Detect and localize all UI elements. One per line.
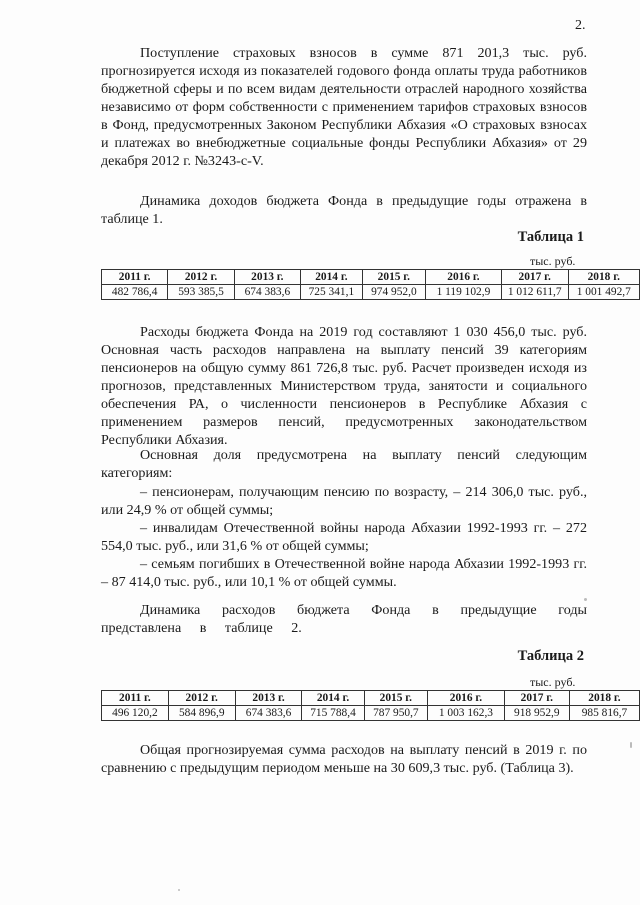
table-header-cell: 2018 г. [569,691,639,706]
paragraph-category-war-invalids: – инвалидам Отечественной войны народа Абхазии 1992-1993 гг. – 272 554,0 тыс. руб., или 31,6 % от общей суммы; [101,520,587,554]
table-header-row [102,270,640,285]
table1-units: тыс. руб. [530,254,576,268]
table-cell: 482 786,4 [102,285,168,300]
table-header-cell: 2014 г. [302,691,364,706]
table-cell: 593 385,5 [168,285,234,300]
page-number: 2. [575,18,586,33]
table-header-cell: 2017 г. [504,691,569,706]
table-header-cell: 2011 г. [102,270,168,285]
table-header-cell: 2015 г. [364,691,428,706]
scan-speck [630,742,632,748]
table-row [102,285,640,300]
table2-title: Таблица 2 [517,648,584,664]
paragraph-insurance-contributions: Поступление страховых взносов в сумме 871 201,3 тыс. руб. прогнозируется исходя из показателей годового фонда оплаты труда работников бюджетной сферы и по всем видам деятельности отраслей народного хозяйства независимо от форм собственности с применением тарифов страховых взносов в Фонд, предусмотренных Законом Республики Абхазия «О страховых взносах и платежах во внебюджетные социальные фонды Республики Абхазия» от 29 декабря 2012 г. №3243-с-V. [101,45,587,169]
table-header-row [102,691,640,706]
table-row [102,706,640,721]
scan-speck [584,598,587,601]
table-cell: 787 950,7 [364,706,428,721]
table1-income [101,269,640,300]
table-cell: 674 383,6 [234,285,300,300]
table-header-cell: 2011 г. [102,691,169,706]
paragraph-category-age-pensioners: – пенсионерам, получающим пенсию по возрасту, – 214 306,0 тыс. руб., или 24,9 % от общей суммы; [101,484,587,518]
table-header-cell: 2016 г. [425,270,501,285]
table-header-cell: 2013 г. [234,270,300,285]
table-header-cell: 2013 г. [235,691,302,706]
table-cell: 715 788,4 [302,706,364,721]
table-header-cell: 2015 г. [362,270,425,285]
table-cell: 725 341,1 [301,285,363,300]
paragraph-expenses: Расходы бюджета Фонда на 2019 год составляют 1 030 456,0 тыс. руб. Основная часть расходов направлена на выплату пенсий 39 категориям пенсионеров на общую сумму 861 726,8 тыс. руб. Расчет произведен исходя из прогнозов, представленных Министерством труда, занятости и социального обеспечения РА, о численности пенсионеров в Республике Абхазия с применением размеров пенсий, предусмотренных законодательством Республики Абхазия. [101,324,587,448]
table-cell: 1 001 492,7 [568,285,639,300]
table-header-cell: 2016 г. [428,691,505,706]
table2-expenses [101,690,640,721]
table-header-cell: 2018 г. [568,270,639,285]
table-cell: 985 816,7 [569,706,639,721]
paragraph-main-share: Основная доля предусмотрена на выплату пенсий следующим категориям: [101,447,587,481]
table1-title: Таблица 1 [517,229,584,245]
scan-speck [178,889,180,891]
table-cell: 496 120,2 [102,706,169,721]
table-cell: 1 012 611,7 [501,285,568,300]
paragraph-category-families: – семьям погибших в Отечественной войне народа Абхазии 1992-1993 гг. – 87 414,0 тыс. руб., или 10,1 % от общей суммы. [101,556,587,590]
table-cell: 674 383,6 [235,706,302,721]
table-cell: 1 003 162,3 [428,706,505,721]
table-cell: 1 119 102,9 [425,285,501,300]
table-header-cell: 2014 г. [301,270,363,285]
paragraph-income-dynamics: Динамика доходов бюджета Фонда в предыдущие годы отражена в таблице 1. [101,193,587,227]
table-header-cell: 2017 г. [501,270,568,285]
table-header-cell: 2012 г. [168,270,234,285]
paragraph-pension-total: Общая прогнозируемая сумма расходов на выплату пенсий в 2019 г. по сравнению с предыдущим периодом меньше на 30 609,3 тыс. руб. (Таблица 3). [101,742,587,776]
table-cell: 584 896,9 [168,706,235,721]
table2-units: тыс. руб. [530,675,576,689]
table-cell: 918 952,9 [504,706,569,721]
table-header-cell: 2012 г. [168,691,235,706]
table-cell: 974 952,0 [362,285,425,300]
paragraph-expense-dynamics: Динамика расходов бюджета Фонда в предыдущие годы представлена в таблице 2. [101,602,587,636]
